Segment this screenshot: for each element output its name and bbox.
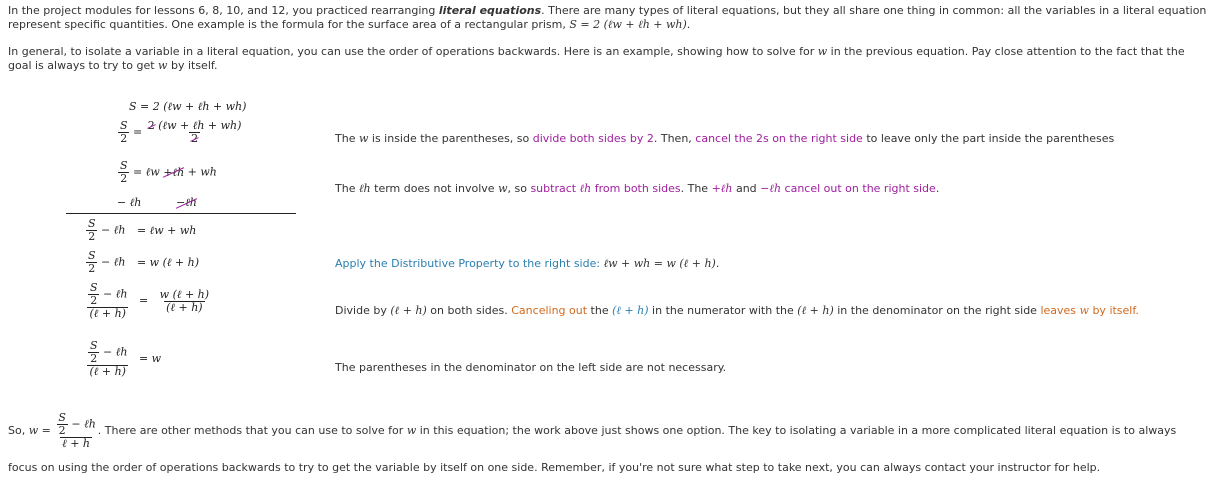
fraction-denominator: 2 bbox=[88, 230, 96, 243]
intro-paragraph-2 bbox=[8, 45, 1208, 73]
rhs-text: = w bbox=[138, 352, 162, 365]
equation-step-6 bbox=[86, 340, 161, 378]
rhs-text: = ℓw + wh bbox=[136, 223, 197, 237]
lhs-denominator: (ℓ + h) bbox=[89, 365, 126, 378]
subtract-lh-right bbox=[176, 196, 197, 209]
rhs-text: = w (ℓ + h) bbox=[136, 255, 200, 269]
rhs-text: + wh bbox=[184, 165, 217, 179]
equals-sign: = bbox=[133, 125, 143, 139]
fraction-numerator: S bbox=[90, 281, 98, 294]
intro-paragraph-1 bbox=[8, 4, 1208, 32]
intro-text: in the previous equation. Pay close attention to the fact that the goal is always to try to get bbox=[8, 45, 1185, 72]
variable-w: w bbox=[158, 59, 168, 72]
fraction-denominator: 2 bbox=[90, 294, 98, 307]
equals-sign: = bbox=[138, 294, 149, 307]
equation-step-5 bbox=[86, 282, 211, 320]
equation-step-3 bbox=[86, 218, 196, 243]
conclusion-text: So, bbox=[8, 424, 29, 437]
subtract-lh-left: − ℓh bbox=[117, 196, 142, 209]
conclusion-text: . There are other methods that you can use to solve for bbox=[97, 424, 407, 437]
numerator-rest: − ℓh bbox=[67, 417, 96, 431]
intro-text: . There are many types of literal equations, but they all share one thing in common: all the variables in a literal equation represent specific quantities. One example is the formula for the surface area of a rectangular prism, bbox=[8, 4, 1207, 31]
equation-step-4 bbox=[86, 250, 199, 275]
annotation-2: The ℓh term does not involve w, so subtract ℓh from both sides. The +ℓh and −ℓh cancel out on the right side. bbox=[335, 182, 940, 195]
fraction-numerator: S bbox=[88, 249, 96, 262]
intro-text: In the project modules for lessons 6, 8, 10, and 12, you practiced rearranging bbox=[8, 4, 439, 17]
period: . bbox=[686, 18, 691, 31]
fraction-numerator: S bbox=[120, 159, 128, 172]
lhs-denominator: (ℓ + h) bbox=[89, 307, 126, 320]
conclusion-text: in this equation; the work above just shows one option. The key to isolating a variable in a more complicated literal equation is to always bbox=[416, 424, 1177, 437]
fraction-numerator: S bbox=[90, 339, 98, 352]
fraction-denominator: 2 bbox=[120, 172, 128, 185]
cancelled-plus-lh: +ℓh bbox=[163, 165, 185, 179]
equation-step-2 bbox=[118, 160, 217, 185]
annotation-5: The parentheses in the denominator on the left side are not necessary. bbox=[335, 361, 727, 374]
cancelled-two: 2 bbox=[147, 119, 155, 132]
variable-w: w bbox=[28, 424, 39, 437]
denominator-2: 2 bbox=[58, 424, 66, 437]
fraction-denominator: 2 bbox=[120, 132, 128, 145]
lhs-text: − ℓh bbox=[103, 345, 128, 359]
lhs-text: − ℓh bbox=[101, 255, 126, 269]
intro-text: In general, to isolate a variable in a literal equation, you can use the order of operations backwards. Here is an example, showing how to solve for bbox=[8, 45, 818, 58]
variable-w: w bbox=[406, 424, 417, 437]
equation-step-0: S = 2 (ℓw + ℓh + wh) bbox=[129, 100, 247, 113]
fraction-numerator: S bbox=[88, 217, 96, 230]
conclusion-line-1 bbox=[8, 412, 1176, 450]
equals-sign: = bbox=[38, 424, 51, 437]
fraction-denominator: 2 bbox=[88, 262, 96, 275]
rhs-numerator: w (ℓ + h) bbox=[159, 287, 210, 301]
lhs-text: − ℓh bbox=[103, 287, 128, 301]
rhs-text: = ℓw bbox=[133, 165, 164, 179]
literal-equations-term: literal equations bbox=[438, 4, 542, 17]
horizontal-rule bbox=[66, 213, 296, 214]
final-denominator: ℓ + h bbox=[62, 437, 91, 450]
annotation-4: Divide by (ℓ + h) on both sides. Canceling out the (ℓ + h) in the numerator with the (ℓ + h) in the denominator on the right side leaves w by itself. bbox=[335, 304, 1139, 317]
cancelled-two-denominator: 2 bbox=[191, 132, 199, 145]
cancelled-minus-lh: −ℓh bbox=[176, 196, 197, 209]
surface-area-formula: S = 2 (ℓw + ℓh + wh) bbox=[569, 18, 687, 31]
intro-text: by itself. bbox=[167, 59, 218, 72]
final-formula bbox=[54, 412, 97, 450]
fraction-numerator: (ℓw + ℓh + wh) bbox=[154, 119, 242, 132]
equation-step-1 bbox=[118, 120, 243, 145]
rhs-denominator: (ℓ + h) bbox=[166, 300, 203, 314]
annotation-3: Apply the Distributive Property to the right side: ℓw + wh = w (ℓ + h). bbox=[335, 257, 720, 270]
annotation-1: The w is inside the parentheses, so divide both sides by 2. Then, cancel the 2s on the right side to leave only the part inside the parentheses bbox=[335, 132, 1115, 145]
lhs-text: − ℓh bbox=[101, 223, 126, 237]
numerator-S: S bbox=[58, 411, 66, 424]
variable-w: w bbox=[817, 45, 828, 58]
fraction-denominator: 2 bbox=[90, 352, 98, 365]
fraction-numerator: S bbox=[120, 119, 128, 132]
conclusion-line-2: focus on using the order of operations backwards to try to get the variable by itself on one side. Remember, if you're not sure what step to take next, you can always contact your instructor for help. bbox=[8, 461, 1101, 474]
